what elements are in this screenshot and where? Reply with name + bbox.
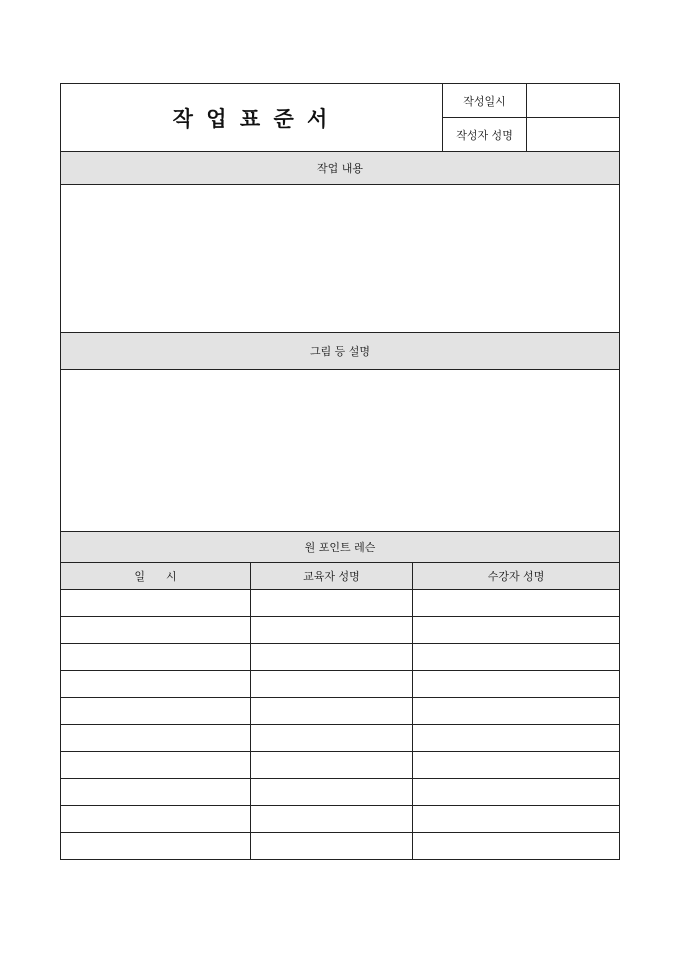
author-field[interactable] bbox=[527, 118, 620, 152]
lesson-row bbox=[61, 806, 620, 833]
lesson-row bbox=[61, 644, 620, 671]
lesson-date-cell[interactable] bbox=[61, 671, 251, 698]
lesson-date-cell[interactable] bbox=[61, 590, 251, 617]
lesson-trainee-cell[interactable] bbox=[413, 752, 620, 779]
lesson-row bbox=[61, 698, 620, 725]
work-standard-form bbox=[60, 83, 619, 860]
work-content-area[interactable] bbox=[61, 185, 620, 333]
lesson-trainee-cell[interactable] bbox=[413, 806, 620, 833]
header-row-1 bbox=[61, 84, 620, 118]
lesson-row bbox=[61, 617, 620, 644]
date-label: 작성일시 bbox=[443, 84, 527, 118]
lesson-instructor-cell[interactable] bbox=[251, 590, 413, 617]
figure-label: 그림 등 설명 bbox=[61, 333, 620, 370]
lesson-date-cell[interactable] bbox=[61, 752, 251, 779]
lesson-trainee-cell[interactable] bbox=[413, 698, 620, 725]
lesson-instructor-cell[interactable] bbox=[251, 806, 413, 833]
lesson-instructor-cell[interactable] bbox=[251, 644, 413, 671]
lesson-trainee-cell[interactable] bbox=[413, 779, 620, 806]
lesson-row bbox=[61, 671, 620, 698]
form-table bbox=[60, 83, 620, 860]
lesson-date-cell[interactable] bbox=[61, 698, 251, 725]
lesson-instructor-cell[interactable] bbox=[251, 698, 413, 725]
lesson-row bbox=[61, 779, 620, 806]
work-content-label: 작업 내용 bbox=[61, 152, 620, 185]
column-header-instructor: 교육자 성명 bbox=[251, 563, 413, 590]
lesson-trainee-cell[interactable] bbox=[413, 671, 620, 698]
lesson-instructor-cell[interactable] bbox=[251, 617, 413, 644]
lesson-instructor-cell[interactable] bbox=[251, 752, 413, 779]
lesson-date-cell[interactable] bbox=[61, 806, 251, 833]
lesson-date-cell[interactable] bbox=[61, 617, 251, 644]
lesson-trainee-cell[interactable] bbox=[413, 617, 620, 644]
author-label: 작성자 성명 bbox=[443, 118, 527, 152]
lesson-column-header-row bbox=[61, 563, 620, 590]
lesson-date-cell[interactable] bbox=[61, 644, 251, 671]
lesson-instructor-cell[interactable] bbox=[251, 779, 413, 806]
one-point-lesson-header bbox=[61, 532, 620, 563]
one-point-lesson-label: 원 포인트 레슨 bbox=[61, 532, 620, 563]
lesson-trainee-cell[interactable] bbox=[413, 725, 620, 752]
lesson-row bbox=[61, 725, 620, 752]
lesson-date-cell[interactable] bbox=[61, 833, 251, 860]
lesson-instructor-cell[interactable] bbox=[251, 725, 413, 752]
column-header-date: 일 시 bbox=[61, 563, 251, 590]
date-field[interactable] bbox=[527, 84, 620, 118]
lesson-row bbox=[61, 752, 620, 779]
form-body bbox=[61, 84, 620, 860]
document-title: 작 업 표 준 서 bbox=[61, 84, 443, 152]
work-content-row bbox=[61, 185, 620, 333]
lesson-row bbox=[61, 833, 620, 860]
figure-area[interactable] bbox=[61, 370, 620, 532]
lesson-trainee-cell[interactable] bbox=[413, 590, 620, 617]
column-header-trainee: 수강자 성명 bbox=[413, 563, 620, 590]
lesson-trainee-cell[interactable] bbox=[413, 644, 620, 671]
lesson-instructor-cell[interactable] bbox=[251, 833, 413, 860]
lesson-date-cell[interactable] bbox=[61, 725, 251, 752]
lesson-row bbox=[61, 590, 620, 617]
figure-row bbox=[61, 370, 620, 532]
lesson-instructor-cell[interactable] bbox=[251, 671, 413, 698]
lesson-date-cell[interactable] bbox=[61, 779, 251, 806]
lesson-trainee-cell[interactable] bbox=[413, 833, 620, 860]
figure-header bbox=[61, 333, 620, 370]
work-content-header bbox=[61, 152, 620, 185]
